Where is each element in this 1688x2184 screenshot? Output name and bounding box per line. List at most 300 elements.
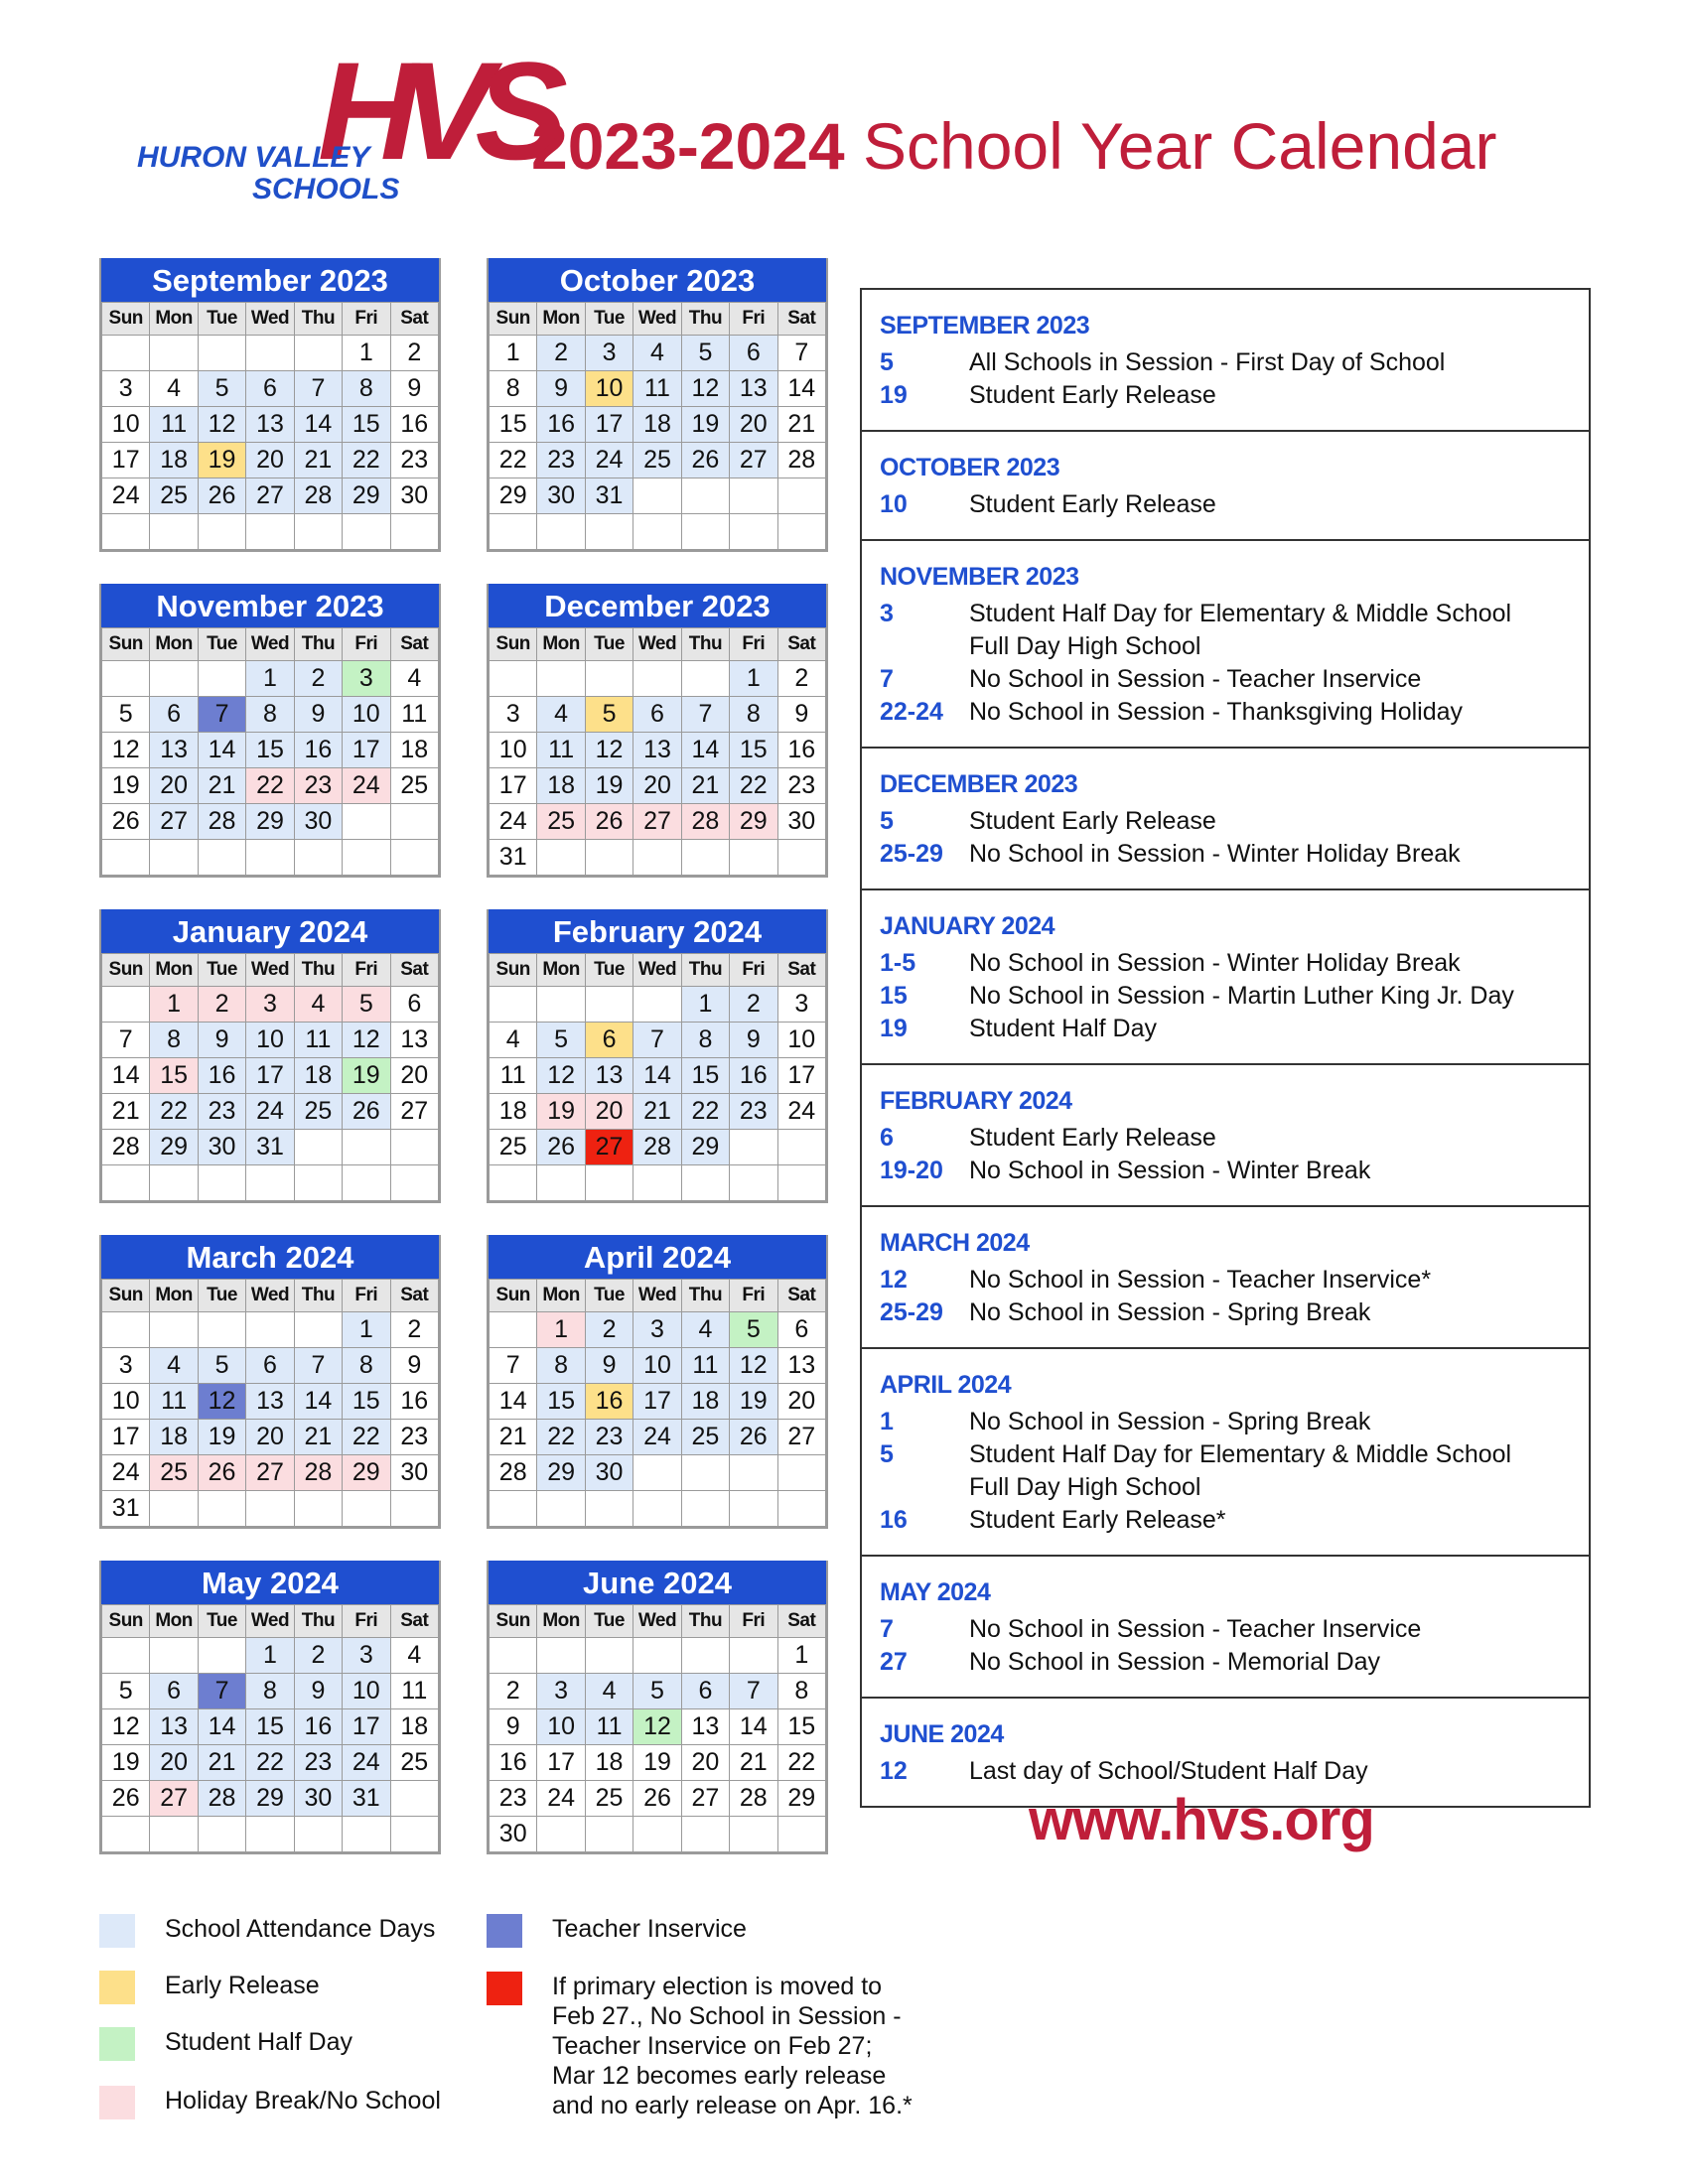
day-cell[interactable]: 28: [102, 1130, 150, 1165]
day-cell[interactable]: 11: [150, 407, 198, 443]
day-cell[interactable]: 25: [633, 443, 681, 478]
day-cell[interactable]: 27: [681, 1781, 729, 1817]
day-cell[interactable]: 6: [246, 371, 294, 407]
day-cell[interactable]: 11: [537, 733, 585, 768]
day-cell[interactable]: 10: [537, 1709, 585, 1745]
day-cell[interactable]: 23: [390, 1420, 438, 1455]
day-cell[interactable]: 29: [537, 1455, 585, 1491]
day-cell[interactable]: 10: [777, 1023, 825, 1058]
day-cell[interactable]: 11: [585, 1709, 633, 1745]
day-cell[interactable]: 19: [585, 768, 633, 804]
day-cell[interactable]: 4: [390, 1638, 438, 1674]
day-cell[interactable]: 3: [343, 1638, 390, 1674]
day-cell[interactable]: 12: [585, 733, 633, 768]
day-cell[interactable]: 17: [585, 407, 633, 443]
day-cell[interactable]: 8: [730, 697, 777, 733]
day-cell[interactable]: 13: [246, 407, 294, 443]
day-cell[interactable]: 14: [730, 1709, 777, 1745]
day-cell[interactable]: 21: [102, 1094, 150, 1130]
day-cell[interactable]: 6: [730, 336, 777, 371]
day-cell[interactable]: 18: [150, 443, 198, 478]
day-cell[interactable]: 23: [294, 1745, 342, 1781]
day-cell[interactable]: 4: [294, 987, 342, 1023]
day-cell[interactable]: 27: [633, 804, 681, 840]
day-cell[interactable]: 6: [246, 1348, 294, 1384]
day-cell[interactable]: 15: [150, 1058, 198, 1094]
day-cell[interactable]: 1: [777, 1638, 825, 1674]
day-cell[interactable]: 22: [246, 768, 294, 804]
day-cell[interactable]: 7: [681, 697, 729, 733]
day-cell[interactable]: 29: [343, 478, 390, 514]
day-cell[interactable]: 31: [343, 1781, 390, 1817]
day-cell[interactable]: 23: [730, 1094, 777, 1130]
day-cell[interactable]: 9: [585, 1348, 633, 1384]
day-cell[interactable]: 26: [198, 1455, 245, 1491]
day-cell[interactable]: 9: [777, 697, 825, 733]
day-cell[interactable]: 14: [102, 1058, 150, 1094]
day-cell[interactable]: 9: [730, 1023, 777, 1058]
day-cell[interactable]: 7: [294, 371, 342, 407]
day-cell[interactable]: 18: [390, 1709, 438, 1745]
day-cell[interactable]: 3: [777, 987, 825, 1023]
day-cell[interactable]: 26: [102, 804, 150, 840]
day-cell[interactable]: 6: [150, 697, 198, 733]
day-cell[interactable]: 15: [246, 1709, 294, 1745]
day-cell[interactable]: 15: [343, 407, 390, 443]
day-cell[interactable]: 1: [246, 1638, 294, 1674]
day-cell[interactable]: 3: [343, 661, 390, 697]
day-cell[interactable]: 8: [490, 371, 537, 407]
day-cell[interactable]: 8: [777, 1674, 825, 1709]
day-cell[interactable]: 28: [633, 1130, 681, 1165]
day-cell[interactable]: 2: [198, 987, 245, 1023]
day-cell[interactable]: 27: [585, 1130, 633, 1165]
day-cell[interactable]: 17: [102, 1420, 150, 1455]
day-cell[interactable]: 2: [585, 1312, 633, 1348]
day-cell[interactable]: 10: [102, 1384, 150, 1420]
day-cell[interactable]: 11: [633, 371, 681, 407]
day-cell[interactable]: 11: [390, 1674, 438, 1709]
day-cell[interactable]: 20: [390, 1058, 438, 1094]
day-cell[interactable]: 5: [198, 371, 245, 407]
day-cell[interactable]: 11: [390, 697, 438, 733]
day-cell[interactable]: 28: [198, 804, 245, 840]
day-cell[interactable]: 21: [777, 407, 825, 443]
day-cell[interactable]: 30: [390, 1455, 438, 1491]
day-cell[interactable]: 17: [490, 768, 537, 804]
day-cell[interactable]: 24: [246, 1094, 294, 1130]
day-cell[interactable]: 19: [730, 1384, 777, 1420]
day-cell[interactable]: 11: [490, 1058, 537, 1094]
day-cell[interactable]: 29: [150, 1130, 198, 1165]
day-cell[interactable]: 8: [246, 1674, 294, 1709]
day-cell[interactable]: 4: [537, 697, 585, 733]
day-cell[interactable]: 31: [585, 478, 633, 514]
day-cell[interactable]: 21: [198, 1745, 245, 1781]
day-cell[interactable]: 22: [246, 1745, 294, 1781]
day-cell[interactable]: 30: [294, 1781, 342, 1817]
day-cell[interactable]: 26: [198, 478, 245, 514]
day-cell[interactable]: 22: [730, 768, 777, 804]
day-cell[interactable]: 2: [537, 336, 585, 371]
day-cell[interactable]: 1: [537, 1312, 585, 1348]
day-cell[interactable]: 22: [777, 1745, 825, 1781]
day-cell[interactable]: 25: [294, 1094, 342, 1130]
day-cell[interactable]: 31: [246, 1130, 294, 1165]
day-cell[interactable]: 22: [681, 1094, 729, 1130]
day-cell[interactable]: 23: [490, 1781, 537, 1817]
day-cell[interactable]: 27: [246, 478, 294, 514]
day-cell[interactable]: 6: [390, 987, 438, 1023]
day-cell[interactable]: 4: [390, 661, 438, 697]
day-cell[interactable]: 19: [343, 1058, 390, 1094]
day-cell[interactable]: 17: [246, 1058, 294, 1094]
day-cell[interactable]: 13: [390, 1023, 438, 1058]
day-cell[interactable]: 28: [198, 1781, 245, 1817]
day-cell[interactable]: 23: [198, 1094, 245, 1130]
day-cell[interactable]: 28: [777, 443, 825, 478]
day-cell[interactable]: 9: [198, 1023, 245, 1058]
day-cell[interactable]: 13: [585, 1058, 633, 1094]
day-cell[interactable]: 12: [633, 1709, 681, 1745]
day-cell[interactable]: 24: [537, 1781, 585, 1817]
day-cell[interactable]: 17: [102, 443, 150, 478]
day-cell[interactable]: 18: [150, 1420, 198, 1455]
day-cell[interactable]: 15: [537, 1384, 585, 1420]
day-cell[interactable]: 28: [490, 1455, 537, 1491]
day-cell[interactable]: 12: [102, 733, 150, 768]
day-cell[interactable]: 30: [390, 478, 438, 514]
day-cell[interactable]: 18: [585, 1745, 633, 1781]
day-cell[interactable]: 26: [585, 804, 633, 840]
day-cell[interactable]: 26: [633, 1781, 681, 1817]
day-cell[interactable]: 20: [633, 768, 681, 804]
day-cell[interactable]: 17: [633, 1384, 681, 1420]
day-cell[interactable]: 16: [294, 1709, 342, 1745]
day-cell[interactable]: 7: [294, 1348, 342, 1384]
day-cell[interactable]: 13: [246, 1384, 294, 1420]
day-cell[interactable]: 4: [490, 1023, 537, 1058]
day-cell[interactable]: 29: [343, 1455, 390, 1491]
day-cell[interactable]: 24: [343, 768, 390, 804]
day-cell[interactable]: 26: [730, 1420, 777, 1455]
day-cell[interactable]: 17: [343, 1709, 390, 1745]
day-cell[interactable]: 3: [102, 371, 150, 407]
day-cell[interactable]: 1: [681, 987, 729, 1023]
day-cell[interactable]: 16: [537, 407, 585, 443]
day-cell[interactable]: 30: [490, 1817, 537, 1852]
day-cell[interactable]: 10: [633, 1348, 681, 1384]
day-cell[interactable]: 28: [294, 478, 342, 514]
day-cell[interactable]: 4: [585, 1674, 633, 1709]
day-cell[interactable]: 6: [777, 1312, 825, 1348]
day-cell[interactable]: 14: [198, 1709, 245, 1745]
day-cell[interactable]: 12: [343, 1023, 390, 1058]
day-cell[interactable]: 6: [585, 1023, 633, 1058]
day-cell[interactable]: 2: [730, 987, 777, 1023]
day-cell[interactable]: 2: [390, 1312, 438, 1348]
day-cell[interactable]: 2: [294, 661, 342, 697]
day-cell[interactable]: 13: [730, 371, 777, 407]
day-cell[interactable]: 7: [198, 697, 245, 733]
day-cell[interactable]: 17: [343, 733, 390, 768]
day-cell[interactable]: 14: [490, 1384, 537, 1420]
day-cell[interactable]: 10: [102, 407, 150, 443]
day-cell[interactable]: 18: [681, 1384, 729, 1420]
day-cell[interactable]: 4: [681, 1312, 729, 1348]
day-cell[interactable]: 18: [633, 407, 681, 443]
day-cell[interactable]: 7: [730, 1674, 777, 1709]
day-cell[interactable]: 1: [490, 336, 537, 371]
day-cell[interactable]: 18: [490, 1094, 537, 1130]
day-cell[interactable]: 25: [150, 478, 198, 514]
day-cell[interactable]: 1: [150, 987, 198, 1023]
day-cell[interactable]: 23: [585, 1420, 633, 1455]
day-cell[interactable]: 21: [730, 1745, 777, 1781]
day-cell[interactable]: 6: [633, 697, 681, 733]
day-cell[interactable]: 3: [537, 1674, 585, 1709]
day-cell[interactable]: 21: [198, 768, 245, 804]
day-cell[interactable]: 11: [294, 1023, 342, 1058]
day-cell[interactable]: 14: [294, 407, 342, 443]
day-cell[interactable]: 16: [390, 1384, 438, 1420]
day-cell[interactable]: 20: [585, 1094, 633, 1130]
day-cell[interactable]: 1: [343, 336, 390, 371]
day-cell[interactable]: 27: [150, 804, 198, 840]
day-cell[interactable]: 22: [343, 443, 390, 478]
day-cell[interactable]: 20: [246, 1420, 294, 1455]
day-cell[interactable]: 16: [777, 733, 825, 768]
day-cell[interactable]: 30: [198, 1130, 245, 1165]
day-cell[interactable]: 4: [150, 371, 198, 407]
day-cell[interactable]: 16: [294, 733, 342, 768]
day-cell[interactable]: 1: [246, 661, 294, 697]
day-cell[interactable]: 28: [294, 1455, 342, 1491]
day-cell[interactable]: 5: [343, 987, 390, 1023]
day-cell[interactable]: 24: [777, 1094, 825, 1130]
day-cell[interactable]: 9: [294, 697, 342, 733]
day-cell[interactable]: 14: [681, 733, 729, 768]
day-cell[interactable]: 31: [102, 1491, 150, 1527]
day-cell[interactable]: 26: [102, 1781, 150, 1817]
day-cell[interactable]: 19: [681, 407, 729, 443]
day-cell[interactable]: 10: [246, 1023, 294, 1058]
day-cell[interactable]: 7: [102, 1023, 150, 1058]
day-cell[interactable]: 29: [246, 804, 294, 840]
day-cell[interactable]: 2: [390, 336, 438, 371]
day-cell[interactable]: 5: [102, 1674, 150, 1709]
day-cell[interactable]: 30: [777, 804, 825, 840]
day-cell[interactable]: 15: [490, 407, 537, 443]
day-cell[interactable]: 30: [537, 478, 585, 514]
day-cell[interactable]: 1: [730, 661, 777, 697]
day-cell[interactable]: 23: [390, 443, 438, 478]
day-cell[interactable]: 16: [730, 1058, 777, 1094]
day-cell[interactable]: 10: [343, 697, 390, 733]
day-cell[interactable]: 13: [633, 733, 681, 768]
day-cell[interactable]: 5: [537, 1023, 585, 1058]
day-cell[interactable]: 10: [343, 1674, 390, 1709]
day-cell[interactable]: 13: [150, 1709, 198, 1745]
day-cell[interactable]: 10: [585, 371, 633, 407]
day-cell[interactable]: 12: [681, 371, 729, 407]
day-cell[interactable]: 24: [633, 1420, 681, 1455]
day-cell[interactable]: 26: [537, 1130, 585, 1165]
day-cell[interactable]: 12: [537, 1058, 585, 1094]
day-cell[interactable]: 5: [681, 336, 729, 371]
day-cell[interactable]: 6: [681, 1674, 729, 1709]
day-cell[interactable]: 13: [681, 1709, 729, 1745]
day-cell[interactable]: 21: [294, 443, 342, 478]
day-cell[interactable]: 11: [150, 1384, 198, 1420]
day-cell[interactable]: 30: [585, 1455, 633, 1491]
day-cell[interactable]: 7: [777, 336, 825, 371]
day-cell[interactable]: 16: [390, 407, 438, 443]
day-cell[interactable]: 17: [777, 1058, 825, 1094]
day-cell[interactable]: 15: [246, 733, 294, 768]
day-cell[interactable]: 25: [537, 804, 585, 840]
day-cell[interactable]: 2: [777, 661, 825, 697]
day-cell[interactable]: 25: [585, 1781, 633, 1817]
day-cell[interactable]: 4: [633, 336, 681, 371]
day-cell[interactable]: 12: [730, 1348, 777, 1384]
day-cell[interactable]: 19: [198, 1420, 245, 1455]
day-cell[interactable]: 13: [777, 1348, 825, 1384]
day-cell[interactable]: 22: [343, 1420, 390, 1455]
day-cell[interactable]: 15: [730, 733, 777, 768]
day-cell[interactable]: 28: [681, 804, 729, 840]
day-cell[interactable]: 5: [198, 1348, 245, 1384]
day-cell[interactable]: 9: [490, 1709, 537, 1745]
day-cell[interactable]: 23: [537, 443, 585, 478]
day-cell[interactable]: 25: [150, 1455, 198, 1491]
day-cell[interactable]: 25: [490, 1130, 537, 1165]
day-cell[interactable]: 1: [343, 1312, 390, 1348]
day-cell[interactable]: 8: [150, 1023, 198, 1058]
day-cell[interactable]: 16: [198, 1058, 245, 1094]
day-cell[interactable]: 19: [102, 768, 150, 804]
day-cell[interactable]: 18: [537, 768, 585, 804]
day-cell[interactable]: 16: [585, 1384, 633, 1420]
day-cell[interactable]: 22: [150, 1094, 198, 1130]
day-cell[interactable]: 19: [198, 443, 245, 478]
day-cell[interactable]: 12: [198, 1384, 245, 1420]
day-cell[interactable]: 24: [102, 1455, 150, 1491]
day-cell[interactable]: 20: [150, 768, 198, 804]
day-cell[interactable]: 5: [633, 1674, 681, 1709]
day-cell[interactable]: 5: [102, 697, 150, 733]
day-cell[interactable]: 22: [490, 443, 537, 478]
day-cell[interactable]: 15: [777, 1709, 825, 1745]
day-cell[interactable]: 24: [585, 443, 633, 478]
day-cell[interactable]: 2: [490, 1674, 537, 1709]
day-cell[interactable]: 7: [633, 1023, 681, 1058]
day-cell[interactable]: 7: [490, 1348, 537, 1384]
day-cell[interactable]: 3: [633, 1312, 681, 1348]
day-cell[interactable]: 15: [681, 1058, 729, 1094]
day-cell[interactable]: 29: [490, 478, 537, 514]
day-cell[interactable]: 6: [150, 1674, 198, 1709]
day-cell[interactable]: 14: [294, 1384, 342, 1420]
day-cell[interactable]: 12: [198, 407, 245, 443]
day-cell[interactable]: 19: [633, 1745, 681, 1781]
day-cell[interactable]: 24: [343, 1745, 390, 1781]
day-cell[interactable]: 26: [343, 1094, 390, 1130]
day-cell[interactable]: 11: [681, 1348, 729, 1384]
day-cell[interactable]: 18: [390, 733, 438, 768]
day-cell[interactable]: 2: [294, 1638, 342, 1674]
day-cell[interactable]: 28: [730, 1781, 777, 1817]
day-cell[interactable]: 3: [585, 336, 633, 371]
day-cell[interactable]: 23: [777, 768, 825, 804]
day-cell[interactable]: 5: [730, 1312, 777, 1348]
day-cell[interactable]: 20: [730, 407, 777, 443]
day-cell[interactable]: 9: [294, 1674, 342, 1709]
day-cell[interactable]: 21: [681, 768, 729, 804]
day-cell[interactable]: 9: [390, 371, 438, 407]
day-cell[interactable]: 8: [343, 1348, 390, 1384]
day-cell[interactable]: 23: [294, 768, 342, 804]
day-cell[interactable]: 3: [102, 1348, 150, 1384]
day-cell[interactable]: 29: [246, 1781, 294, 1817]
day-cell[interactable]: 8: [246, 697, 294, 733]
day-cell[interactable]: 8: [681, 1023, 729, 1058]
day-cell[interactable]: 27: [777, 1420, 825, 1455]
day-cell[interactable]: 14: [198, 733, 245, 768]
day-cell[interactable]: 19: [537, 1094, 585, 1130]
day-cell[interactable]: 18: [294, 1058, 342, 1094]
day-cell[interactable]: 14: [777, 371, 825, 407]
day-cell[interactable]: 10: [490, 733, 537, 768]
day-cell[interactable]: 24: [102, 478, 150, 514]
day-cell[interactable]: 20: [150, 1745, 198, 1781]
day-cell[interactable]: 22: [537, 1420, 585, 1455]
day-cell[interactable]: 20: [681, 1745, 729, 1781]
day-cell[interactable]: 31: [490, 840, 537, 876]
day-cell[interactable]: 9: [390, 1348, 438, 1384]
day-cell[interactable]: 25: [390, 1745, 438, 1781]
day-cell[interactable]: 25: [390, 768, 438, 804]
day-cell[interactable]: 21: [490, 1420, 537, 1455]
day-cell[interactable]: 12: [102, 1709, 150, 1745]
day-cell[interactable]: 30: [294, 804, 342, 840]
day-cell[interactable]: 3: [490, 697, 537, 733]
day-cell[interactable]: 27: [150, 1781, 198, 1817]
day-cell[interactable]: 14: [633, 1058, 681, 1094]
day-cell[interactable]: 7: [198, 1674, 245, 1709]
day-cell[interactable]: 5: [585, 697, 633, 733]
day-cell[interactable]: 26: [681, 443, 729, 478]
day-cell[interactable]: 8: [343, 371, 390, 407]
day-cell[interactable]: 27: [390, 1094, 438, 1130]
day-cell[interactable]: 16: [490, 1745, 537, 1781]
day-cell[interactable]: 21: [633, 1094, 681, 1130]
day-cell[interactable]: 3: [246, 987, 294, 1023]
day-cell[interactable]: 21: [294, 1420, 342, 1455]
day-cell[interactable]: 19: [102, 1745, 150, 1781]
day-cell[interactable]: 29: [730, 804, 777, 840]
day-cell[interactable]: 29: [681, 1130, 729, 1165]
day-cell[interactable]: 29: [777, 1781, 825, 1817]
day-cell[interactable]: 9: [537, 371, 585, 407]
day-cell[interactable]: 25: [681, 1420, 729, 1455]
day-cell[interactable]: 13: [150, 733, 198, 768]
day-cell[interactable]: 27: [730, 443, 777, 478]
day-cell[interactable]: 4: [150, 1348, 198, 1384]
day-cell[interactable]: 27: [246, 1455, 294, 1491]
website-url[interactable]: www.hvs.org: [1029, 1788, 1374, 1852]
day-cell[interactable]: 17: [537, 1745, 585, 1781]
